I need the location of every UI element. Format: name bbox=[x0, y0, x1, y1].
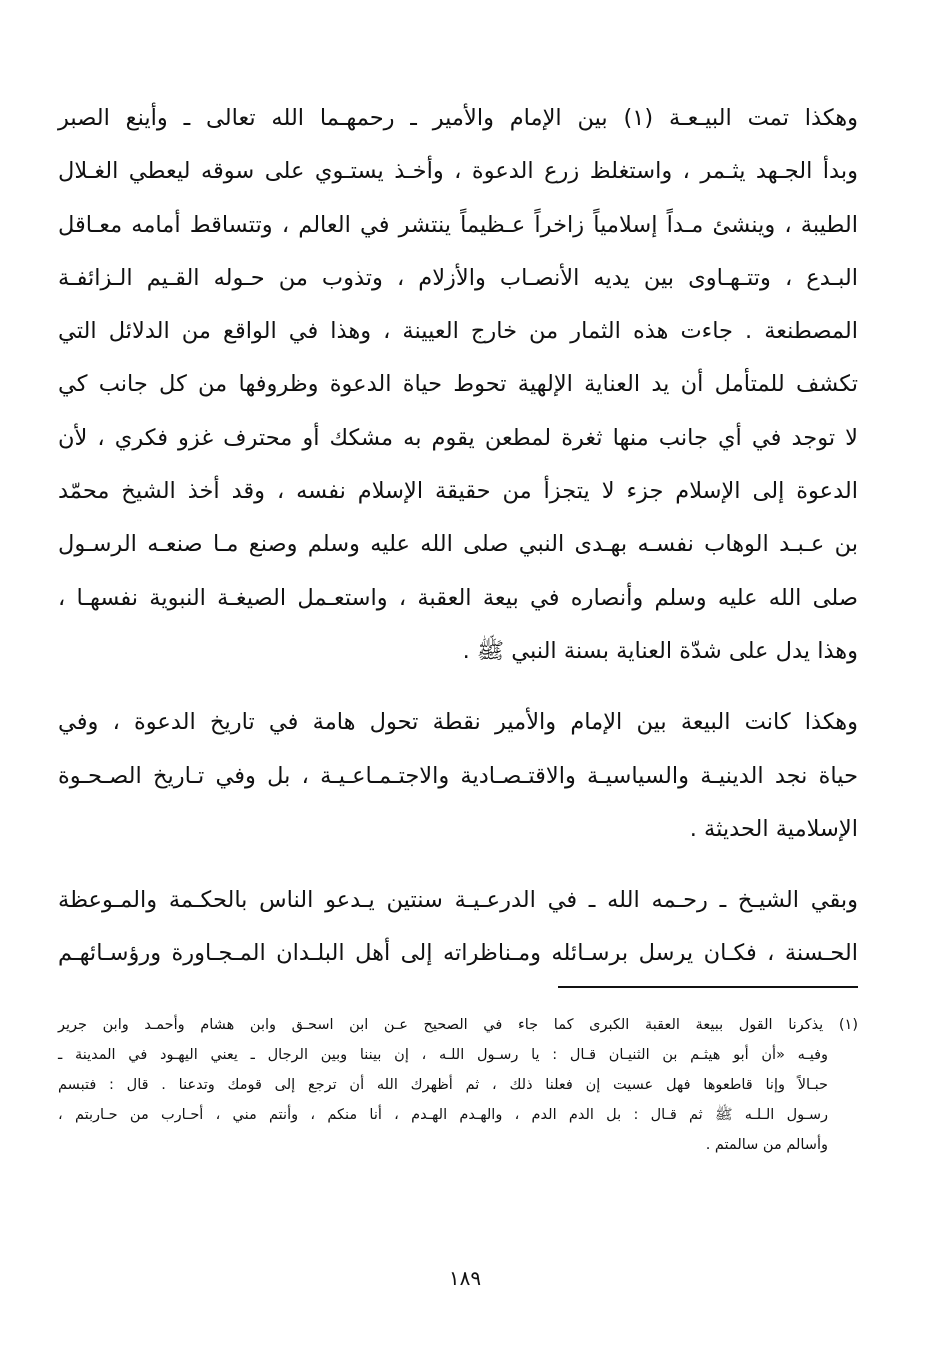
paragraph-1 bbox=[58, 92, 858, 678]
text-line: تكشف للمتأمل أن يد العناية الإلهية تحوط حياة الدعوة وظروفها من كل جانب كي bbox=[58, 371, 858, 398]
text-line: البـدع ، وتتـهـاوى بين يديه الأنصـاب والأزلام ، وتذوب من حـوله القـيم الـزائفـة bbox=[58, 264, 858, 291]
text-line: الحـسنة ، فكـان يرسل برسـائله ومـناظراته إلى أهل البلـدان المـجـاورة ورؤسـائهـم bbox=[58, 940, 858, 967]
paragraph-3 bbox=[58, 874, 858, 981]
footnote bbox=[58, 1010, 858, 1160]
paragraph-2 bbox=[58, 696, 858, 856]
footnote-line: (١) يذكرنا القول ببيعة العقبة الكبرى كما جاء في الصحيح عـن ابن اسحـق وابن هشام وأحمـد وابن جرير bbox=[58, 1017, 858, 1033]
footnote-line: حبـالاً وإنا قاطعوها فهل عسيت إن فعلنا ذلك ، ثم أظهرك الله أن ترجع إلى قومك وتدعنا . قال : فتبسم bbox=[58, 1077, 828, 1093]
text-line: وهكذا كانت البيعة بين الإمام والأمير نقطة تحول هامة في تاريخ الدعوة ، وفي bbox=[58, 709, 858, 736]
footnote-line: رسـول الـلـه ﷺ ثم قـال : بل الدم الدم ، والهـدم الهـدم ، أنا منكم ، وأنتم مني ، أحـارب من حـاربتم ، bbox=[58, 1107, 828, 1123]
text-line: وبقي الشيـخ ـ رحـمه الله ـ في الدرعـيـة سنتين يـدعو الناس بالحكـمة والمـوعظة bbox=[58, 887, 858, 914]
text-line: لا توجد في أي جانب منها ثغرة لمطعن يقوم به مشكك أو محترف غزو فكري ، لأن bbox=[58, 424, 858, 451]
text-line: بن عـبـد الوهاب نفسـه بهـدى النبي صلى الله عليه وسلم وصنع مـا صنعـه الرسـول bbox=[58, 531, 858, 558]
footnote-line: وأسالم من سالمتم . bbox=[705, 1137, 828, 1153]
text-line: وهكذا تمت البيـعـة (١) بين الإمام والأمير ـ رحمهـما الله تعالى ـ وأينع الصبر bbox=[58, 105, 858, 131]
text-line: الإسلامية الحديثة . bbox=[689, 815, 858, 842]
text-line: الدعوة إلى الإسلام جزء لا يتجزأ من حقيقة الإسلام نفسه ، وقد أخذ الشيخ محمّد bbox=[58, 478, 858, 505]
footnote-divider bbox=[558, 986, 858, 988]
text-line: صلى الله عليه وسلم وأنصاره في بيعة العقبة ، واستعـمل الصيغـة النبوية نفسهـا ، bbox=[58, 584, 858, 611]
text-line: الطيبة ، وينشئ مـداً إسلامياً زاخراً عـظيماً ينتشر في العالم ، وتتساقط أمامه معـاقل bbox=[58, 211, 858, 238]
text-line: وبدأ الجـهد يثـمر ، واستغلظ زرع الدعوة ، وأخـذ يستـوي على سوقه ليعطي الغـلال bbox=[58, 158, 858, 185]
text-line: وهذا يدل على شدّة العناية بسنة النبي ﷺ . bbox=[462, 637, 858, 664]
text-line: المصطنعة . جاءت هذه الثمار من خارج العيينة ، وهذا في الواقع من الدلائل التي bbox=[58, 318, 858, 345]
text-line: حياة نجد الدينيـة والسياسيـة والاقتـصـادية والاجتـمـاعـيـة ، بل وفي تـاريخ الصـحـوة bbox=[58, 762, 858, 789]
page-number: ١٨٩ bbox=[448, 1266, 482, 1290]
body-text bbox=[58, 92, 858, 981]
footnote-line: وفيـه «أن أبو هيثـم بن الثنيـان قـال : يا رسـول اللـه ، إن بيننا وبين الرجال ـ يعني اليهـود في المدينة ـ bbox=[58, 1047, 828, 1063]
